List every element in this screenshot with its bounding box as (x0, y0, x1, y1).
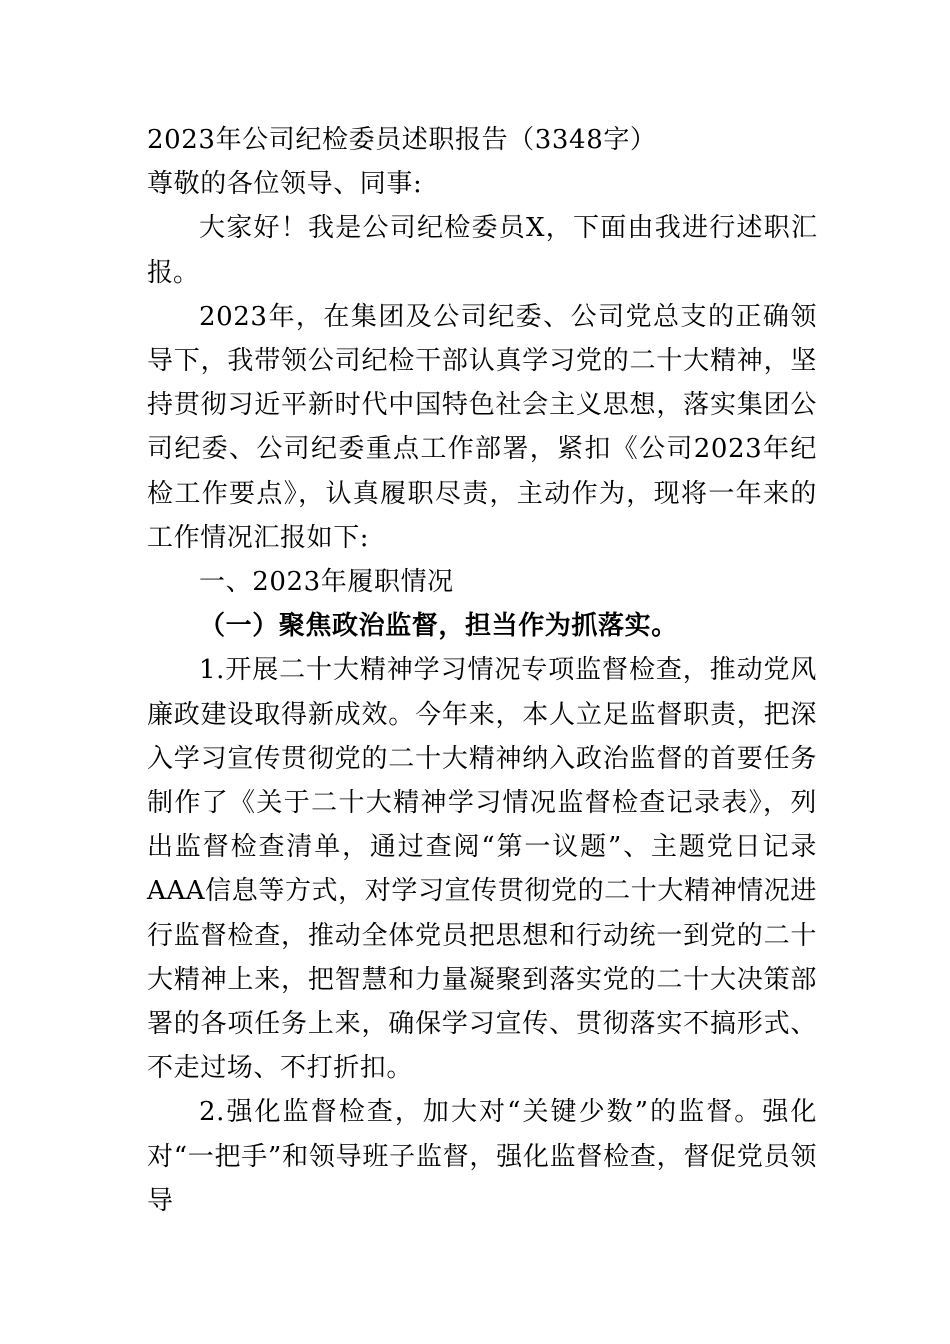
item-paragraph-1: 1.开展二十大精神学习情况专项监督检查，推动党风廉政建设取得新成效。今年来，本人立足监督职责，把深入学习宣传贯彻党的二十大精神纳入政治监督的首要任务制作了《关于二十大精神学习情况监督检查记录表》，列出监督检查清单，通过查阅“第一议题”、主题党日记录AAA信息等方式，对学习宣传贯彻党的二十大精神情况进行监督检查，推动全体党员把思想和行动统一到党的二十大精神上来，把智慧和力量凝聚到落实党的二十大决策部署的各项任务上来，确保学习宣传、贯彻落实不搞形式、不走过场、不打折扣。 (147, 655, 817, 1084)
item-paragraph-2: 2.强化监督检查，加大对“关键少数”的监督。强化对“一把手”和领导班子监督，强化监督检查，督促党员领导 (147, 1097, 817, 1216)
intro-paragraph: 2023年，在集团及公司纪委、公司党总支的正确领导下，我带领公司纪检干部认真学习党的二十大精神，坚持贯彻习近平新时代中国特色社会主义思想，落实集团公司纪委、公司纪委重点工作部署，紧扣《公司2023年纪检工作要点》，认真履职尽责，主动作为，现将一年来的工作情况汇报如下: (147, 301, 817, 553)
subsection-heading: （一）聚焦政治监督，担当作为抓落实。 (199, 611, 678, 642)
section-heading: 一、2023年履职情况 (199, 567, 454, 598)
salutation: 尊敬的各位领导、同事: (147, 169, 423, 200)
document-title: 2023年公司纪检委员述职报告（3348字） (147, 125, 657, 155)
document-body (147, 118, 817, 1223)
greeting-paragraph: 大家好！我是公司纪检委员X，下面由我进行述职汇报。 (147, 213, 817, 288)
